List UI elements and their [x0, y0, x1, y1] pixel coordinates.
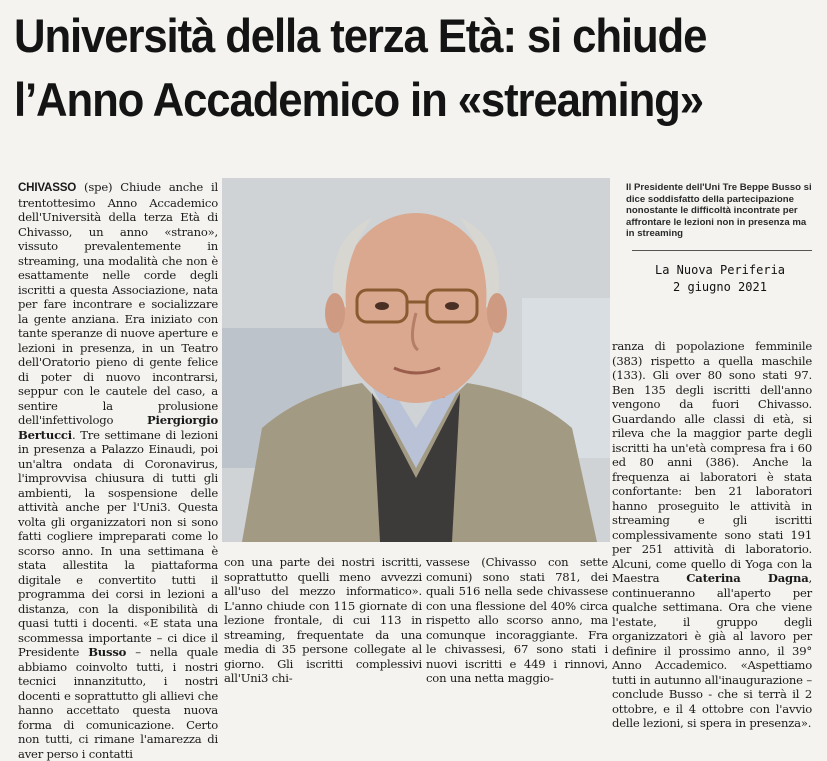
person-name: Piergiorgio Bertucci: [18, 413, 218, 442]
article-text: ranza di popolazione femminile (383) rispetto a quella maschile (133). Gli over 80 sono stati 97. Ben 135 degli iscritti dell'anno vengono da fuori Chivasso. Guardando alle classi di età, si rileva che la maggior parte degli iscritti ha un'età compresa fra i 60 ed 80 anni (386). Anche la frequenza ai laboratori è stata confortante: ben 21 laboratori hanno proseguito le attività in streaming e gli iscritti complessivamente sono stati 191 per 251 attività di laboratorio. Alcuni, come quello di Yoga con la Maestra: [612, 339, 812, 585]
article-column-3: [426, 555, 608, 686]
portrait-photo: [222, 178, 610, 542]
publication-name: La Nuova Periferia: [654, 263, 786, 277]
article-text: . Tre settimane di lezioni in presenza a Palazzo Einaudi, poi un'altra ondata di Coronavirus, l'improvvisa chiusura di tutti gli ambienti, la sospensione delle attività anche per l'Uni3. Questa volta gli organizzatori non si sono fatti cogliere impreparati come lo scorso anno. In una settimana è stata allestita la piattaforma digitale e convertito tutti il programma dei corsi in lezioni a distanza, con la disponibilità di quasi tutti i docenti. «E stata una scommessa importante – ci dice il Presidente: [18, 427, 218, 659]
portrait-illustration: [222, 178, 610, 542]
article-column-2: [224, 555, 422, 686]
source-note: [640, 262, 800, 296]
article-column-1: [18, 180, 218, 761]
article-column-4: [612, 339, 812, 731]
photo-caption: Il Presidente dell'Uni Tre Beppe Busso si dice soddisfatto della partecipazione nonostante le difficoltà incontrate per affrontare le lezioni non in presenza ma in streaming: [626, 182, 812, 240]
person-name: Caterina Dagna: [686, 571, 809, 585]
article-paragraph: [612, 339, 812, 731]
article-paragraph: [18, 180, 218, 761]
article-text: vassese (Chivasso con sette comuni) sono stati 781, dei quali 516 nella sede chivassese con una flessione del 40% circa rispetto allo scorso anno, ma comunque incoraggiante. Fra le chivassesi, 67 sono stati i nuovi iscritti e 449 i rinnovi, con una netta maggio-: [426, 555, 608, 685]
headline: [14, 4, 758, 132]
headline-line-2: l’Anno Accademico in «streaming»: [14, 73, 703, 126]
dateline: CHIVASSO: [18, 181, 77, 194]
article-text: con una parte dei nostri iscritti, soprattutto quelli meno avvezzi all'uso del mezzo informatico». L'anno chiude con 115 giornate di lezione frontale, di cui 113 in streaming, frequentate da una media di 35 persone collegate al giorno. Gli iscritti complessivi all'Uni3 chi-: [224, 555, 422, 685]
article-text: (spe) Chiude anche il trentottesimo Anno Accademico dell'Università della terza Età di Chivasso, un anno «strano», vissuto prevalentemente in streaming, una modalità che non è esattamente nelle corde degli iscritti a questa Associazione, nata per fare incontrare e socializzare la gente anziana. Era iniziato con tante speranze di nuove aperture e lezioni in presenza, in un Teatro dell'Oratorio pieno di gente felice di poter di nuovo incontrarsi, seppur con le cautele del caso, a sentire la prolusione dell'infettivologo: [18, 180, 218, 427]
headline-line-1: Università della terza Età: si chiude: [14, 9, 707, 62]
person-name: Busso: [88, 645, 127, 659]
caption-divider: [632, 250, 812, 251]
article-text: – nella quale abbiamo coinvolto tutti, i nostri tecnici innanzitutto, i nostri docenti e soprattutto gli allievi che hanno accettato questa nuova forma di comunicazione. Certo non tutti, ci rimane l'amarezza di aver perso i contatti: [18, 645, 218, 761]
article-text: , continueranno all'aperto per qualche settimana. Ora che viene l'estate, il gruppo degli organizzatori è già al lavoro per definire il prossimo anno, il 39° Anno Accademico. «Aspettiamo tutti in autunno all'inaugurazione – conclude Busso - che si terrà il 2 ottobre, e il 4 ottobre con l'avvio delle lezioni, si spera in presenza».: [612, 571, 813, 730]
publication-date: 2 giugno 2021: [673, 280, 767, 294]
